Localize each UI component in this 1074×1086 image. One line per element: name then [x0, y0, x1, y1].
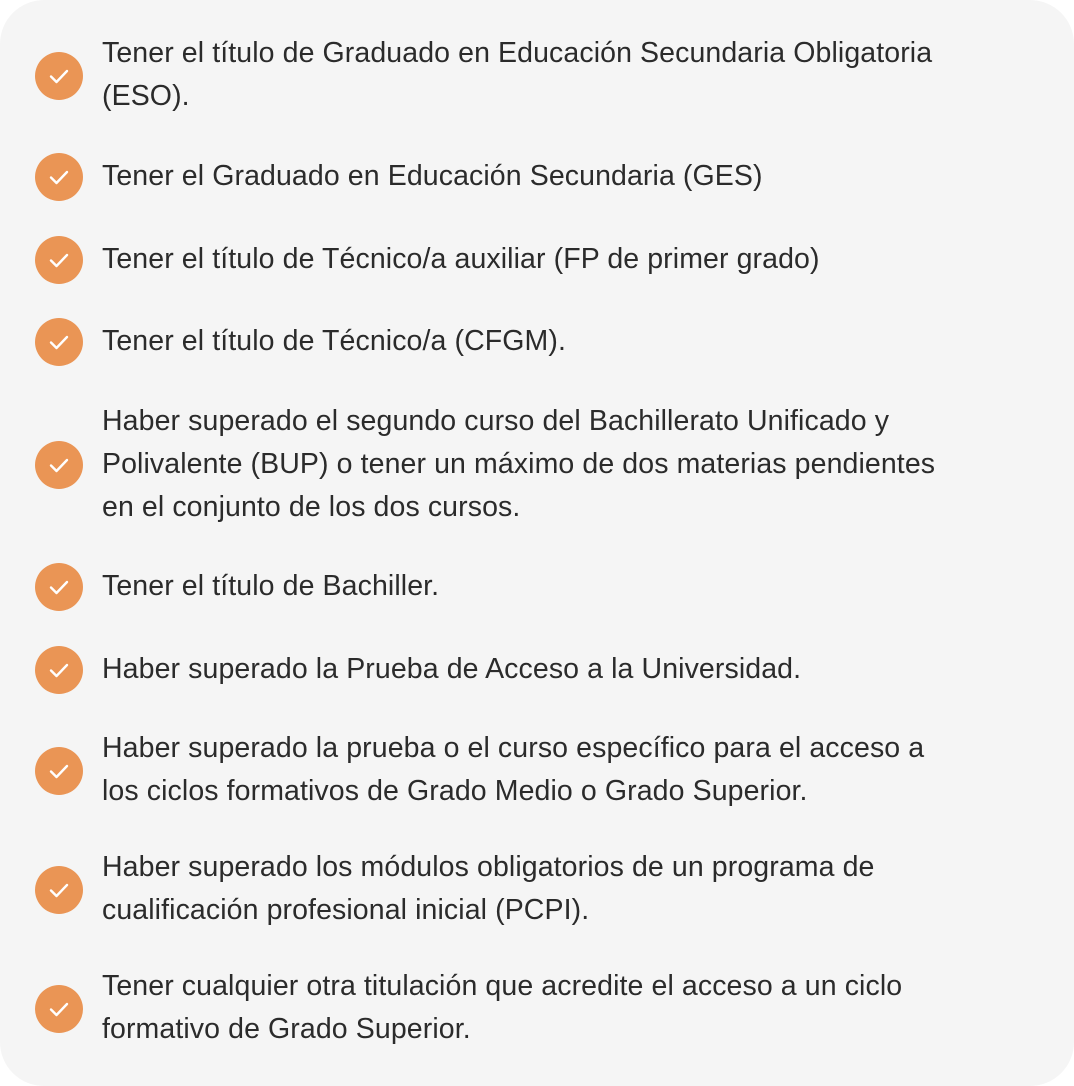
requirement-line: (ESO).	[102, 80, 190, 112]
requirement-line: los ciclos formativos de Grado Medio o Grado Superior.	[102, 775, 808, 807]
requirement-line: Haber superado los módulos obligatorios de un programa de	[102, 851, 875, 883]
requirement-line: Polivalente (BUP) o tener un máximo de dos materias pendientes	[102, 448, 936, 480]
requirement-text	[102, 565, 1047, 608]
requirement-line: Haber superado el segundo curso del Bachillerato Unificado y	[102, 405, 890, 437]
check-icon	[35, 747, 83, 795]
requirement-line: Tener cualquier otra titulación que acredite el acceso a un ciclo	[102, 970, 903, 1002]
requirement-line: cualificación profesional inicial (PCPI).	[102, 894, 590, 926]
check-icon	[35, 153, 83, 201]
check-icon	[35, 866, 83, 914]
requirement-text	[102, 727, 1047, 813]
requirement-text	[102, 32, 1047, 118]
requirement-line: Haber superado la prueba o el curso específico para el acceso a	[102, 732, 925, 764]
requirement-text	[102, 155, 1047, 198]
requirement-text	[102, 400, 1047, 529]
requirement-line: Tener el título de Bachiller.	[102, 570, 440, 602]
check-icon	[35, 563, 83, 611]
check-icon	[35, 441, 83, 489]
check-icon	[35, 52, 83, 100]
requirement-line: Tener el título de Técnico/a auxiliar (FP de primer grado)	[102, 243, 820, 275]
requirement-text	[102, 965, 1047, 1051]
requirement-text	[102, 846, 1047, 932]
requirement-text	[102, 238, 1047, 281]
requirement-text	[102, 320, 1047, 363]
requirement-line: en el conjunto de los dos cursos.	[102, 491, 521, 523]
requirement-line: Tener el título de Técnico/a (CFGM).	[102, 325, 566, 357]
check-icon	[35, 646, 83, 694]
requirement-line: formativo de Grado Superior.	[102, 1013, 471, 1045]
requirement-line: Tener el Graduado en Educación Secundaria (GES)	[102, 160, 763, 192]
check-icon	[35, 318, 83, 366]
requirement-text	[102, 648, 1047, 691]
check-icon	[35, 236, 83, 284]
requirement-line: Tener el título de Graduado en Educación Secundaria Obligatoria	[102, 37, 933, 69]
check-icon	[35, 985, 83, 1033]
requirement-line: Haber superado la Prueba de Acceso a la Universidad.	[102, 653, 802, 685]
